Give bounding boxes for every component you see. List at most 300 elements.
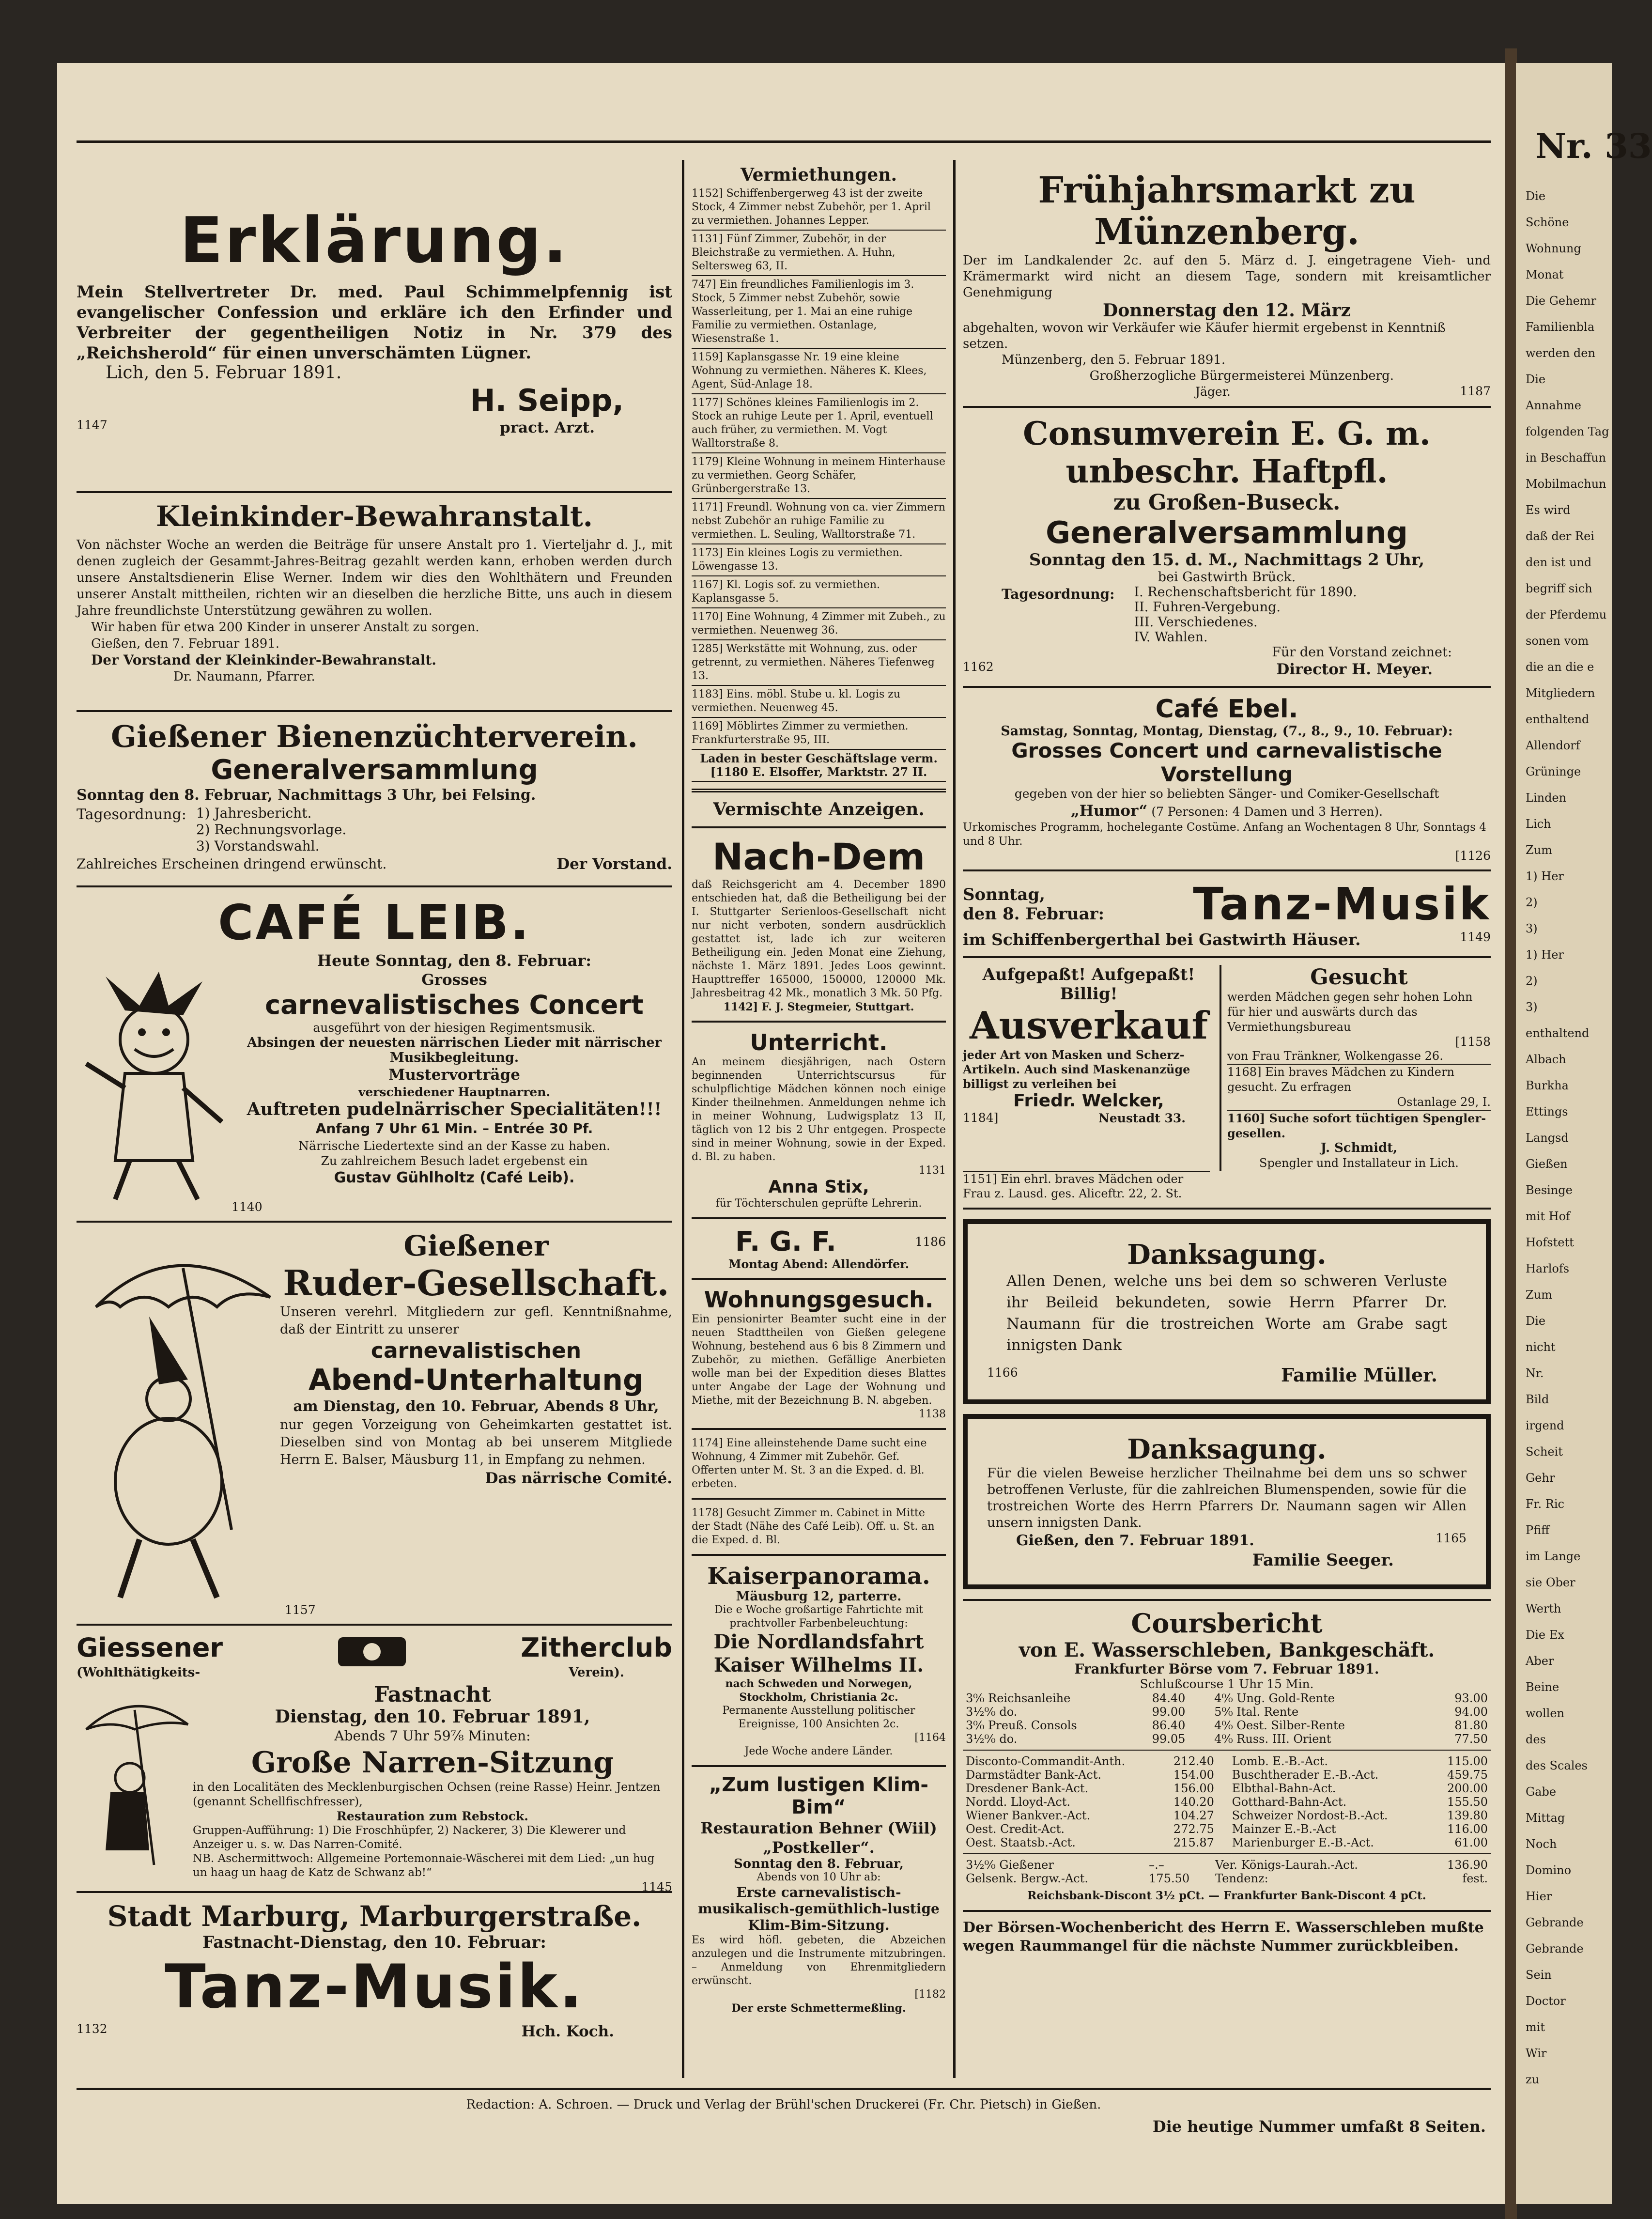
cours-title: Coursbericht [1131, 1608, 1323, 1639]
cell: 212.40 [1173, 1754, 1214, 1768]
aufg-addr: Neustadt 33. [1098, 1111, 1186, 1125]
list-item: 1285] Werkstätte mit Wohnung, zus. oder getrennt, zu vermiethen. Näheres Tiefenweg 13. [692, 640, 946, 686]
edge-text-line: Fr. Ric [1526, 1497, 1564, 1511]
edge-text-line: Sein [1526, 1968, 1552, 1982]
list-item: Laden in bester Geschäftslage verm. [1180 E. Elsoffer, Marktstr. 27 II. [692, 750, 946, 782]
ges-l3: 1168] Ein braves Mädchen zu Kindern gesucht. Zu erfragen [1227, 1064, 1491, 1095]
ebel-l4: Urkomisches Programm, hochelegante Costüme. Anfang an Wochentagen 8 Uhr, Sonntags 4 und 8 Uhr. [963, 821, 1486, 848]
ad-number: 1165 [1436, 1531, 1467, 1545]
ad-zitherclub [77, 1632, 672, 1894]
aufg-title: Aufgepaßt! Aufgepaßt! [982, 965, 1195, 984]
edge-text-line: Die [1526, 189, 1546, 203]
nachdem-body: daß Reichsgericht am 4. December 1890 entschieden hat, daß die Betheiligung bei der I. Stuttgarter Serienloos-Gesellschaft nicht nur nicht verboten, sondern ausdrücklich gestattet ist, lade ich zur weiteren Betheiligung ein. Jeden Monat eine Ziehung, nächste 1. März 1891. Jedes Loos gewinnt. Haupttreffer 165000, 150000, 120000 Mk. Jahresbeitrag 42 Mk., monatlich 3 Mk. 50 Pfg. [692, 879, 946, 999]
umbrella-gnome-illustration-icon [77, 1239, 280, 1607]
edge-text-line: Monat [1526, 268, 1564, 281]
dank1-body: Allen Denen, welche uns bei dem so schweren Verluste ihr Beileid bekundeten, sowie Herrn Pfarrer Dr. Naumann für die trostreichen Worte am Grabe sagt innigsten Dank [1006, 1272, 1447, 1354]
cell: 3⁰⁄₀ Preuß. Consols [966, 1719, 1077, 1732]
bienen-when: Sonntag den 8. Februar, Nachmittags 3 Uhr, bei Felsing. [77, 787, 536, 804]
verm-title: Vermiethungen. [740, 165, 897, 185]
edge-text-line: enthaltend [1526, 1026, 1590, 1040]
edge-text-line: Gebrande [1526, 1942, 1584, 1955]
edge-text-line: Bild [1526, 1393, 1549, 1406]
cours-discount: Reichsbank-Discont 3¹⁄₂ pCt. — Frankfurter Bank-Discont 4 pCt. [1027, 1889, 1426, 1902]
kaiser-title: Kaiserpanorama. [707, 1563, 930, 1590]
cell: Schweizer Nordost-B.-Act. [1232, 1809, 1388, 1822]
ebel-l1: gegeben von der hier so beliebten Sänger- und Comiker-Gesellschaft [1014, 787, 1439, 801]
zither-l5: in den Localitäten des Mecklenburgischen Ochsen (reine Rasse) Heinr. Jentzen (genannt Schellfischfresser), [193, 1780, 661, 1808]
kinder-sign: Der Vorstand der Kleinkinder-Bewahranstalt. [91, 652, 437, 668]
cell: 459.75 [1447, 1768, 1488, 1782]
edge-text-line: Mitgliedern [1526, 686, 1595, 700]
edge-text-line: Aber [1526, 1654, 1554, 1668]
table-row [963, 1795, 1491, 1809]
consum-sign: Director H. Meyer. [1276, 661, 1433, 678]
klim-l1: Restauration Behner (Wiil) [700, 1819, 937, 1837]
bottom-rule [77, 2088, 1491, 2090]
edge-text-line: Die [1526, 1314, 1546, 1328]
table-row [963, 1836, 1491, 1849]
consum-for: Für den Vorstand zeichnet: [1272, 645, 1452, 660]
edge-text-line: Es wird [1526, 503, 1571, 517]
edge-text-line: Ettings [1526, 1105, 1568, 1118]
cell: 86.40 [1152, 1719, 1186, 1732]
aufg-l1: jeder Art von Masken und Scherz-Artikeln. Auch sind Maskenanzüge billigst zu verleihen bei [963, 1048, 1190, 1091]
edge-text-line: Die Ex [1526, 1628, 1564, 1642]
bienen-sub: Generalversammlung [211, 754, 538, 786]
edge-text-line: Hofstett [1526, 1236, 1574, 1249]
edge-text-line: Gehr [1526, 1471, 1555, 1485]
edge-title: Nr. 33 [1535, 126, 1652, 166]
column-1 [77, 160, 672, 2064]
cell: –.– [1149, 1858, 1164, 1872]
edge-text-line: Hier [1526, 1890, 1552, 1903]
tanz-l2: den 8. Februar: [963, 904, 1105, 924]
cell: Lomb. E.-B.-Act. [1232, 1754, 1328, 1768]
jester-illustration-icon [77, 967, 236, 1209]
edge-text-line: wollen [1526, 1707, 1565, 1720]
zither-l6: Restauration zum Rebstock. [337, 1809, 528, 1823]
edge-text-line: Annahme [1526, 399, 1581, 412]
ges-l4: Ostanlage 29, I. [1397, 1095, 1491, 1109]
adjacent-page-edge [1516, 63, 1652, 2204]
ges-sign: J. Schmidt, [1320, 1141, 1398, 1155]
marburg-sub: Fastnacht-Dienstag, den 10. Februar: [202, 1933, 546, 1952]
edge-text-line: folgenden Tag [1526, 425, 1609, 438]
cell: Wiener Bankver.-Act. [966, 1809, 1091, 1822]
ruder-title1: Gießener [403, 1229, 549, 1262]
edge-text-line: Burkha [1526, 1079, 1569, 1092]
kinder-sign2: Dr. Naumann, Pfarrer. [173, 669, 315, 684]
erklaerung-place: Lich, den 5. Februar 1891. [106, 363, 342, 383]
ad-number: 1184] [963, 1111, 999, 1125]
table-row [963, 1719, 1491, 1732]
cell: Buschtherader E.-B.-Act. [1232, 1768, 1379, 1782]
dank2-place: Gießen, den 7. Februar 1891. [1016, 1532, 1254, 1549]
ad-number: 1166 [987, 1366, 1018, 1380]
erklaerung-signature: H. Seipp, [470, 383, 624, 418]
ad-number: 1140 [232, 1200, 262, 1214]
cell: 4⁰⁄₀ Russ. III. Orient [1214, 1732, 1331, 1746]
newspaper-page [57, 63, 1505, 2204]
cours-table-1 [963, 1691, 1491, 1746]
kinder-date: Gießen, den 7. Februar 1891. [91, 636, 280, 651]
table-row [963, 1782, 1491, 1795]
erklaerung-body: Mein Stellvertreter Dr. med. Paul Schimmelpfennig ist evangelischer Confession und erkläre ich den Erfinder und Verbreiter der gegentheiligen Notiz in Nr. 379 des „Reichsherold“ für einen unverschämten Lügner. [77, 282, 672, 363]
kinder-title: Kleinkinder-Bewahranstalt. [156, 500, 593, 533]
umbrella-jester-small-icon [77, 1691, 193, 1875]
cours-l2: Schlußcourse 1 Uhr 15 Min. [1140, 1677, 1314, 1691]
cell: 93.00 [1454, 1691, 1488, 1705]
cell: 84.40 [1152, 1691, 1186, 1705]
ruder-title2: Ruder-Gesellschaft. [283, 1262, 669, 1303]
aufg-billig: Billig! [1060, 984, 1118, 1004]
table-row [963, 1822, 1491, 1836]
ad-erklaerung [77, 203, 672, 484]
klim-sign: Der erste Schmettermeßling. [731, 2002, 906, 2015]
zither-right: Zitherclub [521, 1632, 672, 1663]
aufg-big: Ausverkauf [969, 1004, 1208, 1048]
unterricht-title: Unterricht. [750, 1029, 888, 1055]
nachdem-sign: 1142] F. J. Stegmeier, Stuttgart. [723, 1001, 914, 1013]
marburg-sign: Hch. Koch. [521, 2023, 614, 2040]
cell: fest. [1462, 1872, 1488, 1885]
ruder-l5: nur gegen Vorzeigung von Geheimkarten gestattet ist. Dieselben sind von Montag ab bei unserem Mitgliede Herrn E. Balser, Mäusburg 11, in Empfang zu nehmen. [280, 1417, 672, 1467]
cell: Tendenz: [1215, 1872, 1268, 1885]
cell: Dresdener Bank-Act. [966, 1782, 1089, 1795]
markt-body2: abgehalten, wovon wir Verkäufer wie Käufer hiermit ergebenst in Kenntniß setzen. [963, 321, 1446, 351]
list-item: 747] Ein freundliches Familienlogis im 3. Stock, 5 Zimmer nebst Zubehör, sowie Wasserleitung, per 1. Mai an eine ruhige Familie zu vermiethen. Ostanlage, Wiesenstraße 1. [692, 276, 946, 349]
cours-sub: von E. Wasserschleben, Bankgeschäft. [1019, 1639, 1435, 1661]
ad-number: [1182 [914, 1988, 946, 2001]
cell: Elbthal-Bahn-Act. [1232, 1782, 1336, 1795]
edge-text-line: Scheit [1526, 1445, 1563, 1459]
table-row [963, 1691, 1491, 1705]
list-item: 1152] Schiffenbergerweg 43 ist der zweite Stock, 4 Zimmer nebst Zubehör, per 1. April zu vermiethen. Johannes Lepper. [692, 185, 946, 231]
edge-text-line: Wir [1526, 2047, 1547, 2060]
edge-text-line: 1) Her [1526, 948, 1564, 962]
edge-text-line: begriff sich [1526, 582, 1592, 595]
edge-text-line: Besinge [1526, 1183, 1573, 1197]
wohn-item: 1178] Gesucht Zimmer m. Cabinet in Mitte der Stadt (Nähe des Café Leib). Off. u. St. an die Exped. d. Bl. [692, 1507, 935, 1546]
edge-text-line: Gebrande [1526, 1916, 1584, 1929]
edge-text-line: Mittag [1526, 1811, 1565, 1825]
list-item: 1159] Kaplansgasse Nr. 19 eine kleine Wohnung zu vermiethen. Näheres K. Klees, Agent, Süd-Anlage 18. [692, 349, 946, 394]
list-item: 1179] Kleine Wohnung in meinem Hinterhause zu vermiethen. Georg Schäfer, Grünbergerstraße 13. [692, 453, 946, 499]
unterricht-sign2: für Töchterschulen geprüfte Lehrerin. [715, 1197, 922, 1210]
column-rule [682, 160, 684, 2078]
edge-text-line: Albach [1526, 1053, 1566, 1066]
cell: 3¹⁄₂⁰⁄₀ do. [966, 1705, 1018, 1719]
ebel-days: Samstag, Sonntag, Montag, Dienstag, (7., 8., 9., 10. Februar): [1001, 724, 1453, 739]
cell: 155.50 [1447, 1795, 1488, 1809]
table-row [963, 1732, 1491, 1746]
bienen-agenda-item: 3) Vorstandswahl. [196, 838, 320, 854]
vermiethungen-list [692, 185, 946, 782]
ruder-l2: carnevalistischen [371, 1338, 582, 1363]
list-item: 1177] Schönes kleines Familienlogis im 2. Stock an ruhige Leute per 1. April, eventuell auch früher, zu vermiethen. M. Vogt Walltorstraße 8. [692, 394, 946, 453]
ruder-sign: Das närrische Comité. [485, 1470, 672, 1487]
footer-pages: Die heutige Nummer umfaßt 8 Seiten. [1152, 2117, 1486, 2136]
ad-number: [1126 [1455, 849, 1491, 863]
klim-l2: „Postkeller“. [763, 1838, 875, 1857]
cell: Disconto-Commandit-Anth. [966, 1754, 1126, 1768]
consum-agenda-item: I. Rechenschaftsbericht für 1890. [1134, 585, 1357, 600]
ad-number: 1147 [77, 418, 108, 432]
table-row [963, 1858, 1491, 1872]
list-item: 1131] Fünf Zimmer, Zubehör, in der Bleichstraße zu vermiethen. A. Huhn, Selterswеg 63, II. [692, 231, 946, 276]
ad-kleinkinder [77, 500, 672, 703]
list-item: 1183] Eins. möbl. Stube u. kl. Logis zu vermiethen. Neuenweg 45. [692, 686, 946, 718]
edge-text-line: 3) [1526, 1000, 1538, 1014]
footer-imprint: Redaction: A. Schroen. — Druck und Verlag der Brühl'schen Druckerei (Fr. Chr. Pietsch) in Gießen. [466, 2097, 1101, 2112]
marburg-title: Stadt Marburg, Marburgerstraße. [107, 1900, 642, 1933]
cell: 3⁰⁄₀ Reichsanleihe [966, 1691, 1071, 1705]
dank1-sign: Familie Müller. [1281, 1364, 1437, 1386]
edge-text-line: mit [1526, 2020, 1545, 2034]
zither-l1: Fastnacht [373, 1682, 492, 1707]
markt-sign: Großherzogliche Bürgermeisterei Münzenberg. [1089, 369, 1394, 383]
ruder-l3: Abend-Unterhaltung [309, 1363, 644, 1397]
zither-left2: (Wohlthätigkeits- [77, 1665, 201, 1680]
zither-l7: Gruppen-Aufführung: 1) Die Froschhüpfer, 2) Nackerer, 3) Die Klewerer und Anzeiger u. s. w. Das Narren-Comité. [193, 1824, 626, 1851]
ges-sign2: Spengler und Installateur in Lich. [1259, 1156, 1459, 1170]
list-item: 1173] Ein kleines Logis zu vermiethen. Löwengasse 13. [692, 544, 946, 576]
tanz-l1: Sonntag, [963, 884, 1046, 904]
cell: Oest. Credit-Act. [966, 1822, 1065, 1836]
cell: Mainzer E.-B.-Act [1232, 1822, 1336, 1836]
leib-l11: Zu zahlreichem Besuch ladet ergebenst ein [321, 1154, 588, 1168]
dank2-sign: Familie Seeger. [1252, 1551, 1394, 1570]
cell: 99.00 [1152, 1705, 1186, 1719]
table-row [963, 1705, 1491, 1719]
fgf-title: F. G. F. [735, 1226, 836, 1257]
edge-text-line: des Scales [1526, 1759, 1588, 1772]
edge-text-line: Noch [1526, 1837, 1557, 1851]
ruder-l4: am Dienstag, den 10. Februar, Abends 8 Uhr, [293, 1398, 659, 1415]
edge-text-line: Schöne [1526, 216, 1569, 229]
edge-text-line: werden den [1526, 346, 1595, 360]
dank1-title: Danksagung. [1127, 1239, 1327, 1271]
ad-cafe-leib [77, 894, 672, 1214]
edge-text-line: enthaltend [1526, 713, 1590, 726]
ad-number: 1186 [915, 1235, 946, 1249]
cours-table-3 [963, 1858, 1491, 1885]
klim-l3: Sonntag den 8. Februar, [734, 1857, 904, 1871]
edge-text-line: Domino [1526, 1863, 1572, 1877]
ebel-title: Café Ebel. [1155, 695, 1298, 724]
klim-title: „Zum lustigen Klim-Bim“ [709, 1774, 929, 1818]
edge-text-line: Zum [1526, 843, 1552, 857]
m1151: 1151] Ein ehrl. braves Mädchen oder Frau z. Lausd. ges. Aliceftr. 22, 2. St. [963, 1171, 1210, 1201]
ad-number: 1162 [963, 660, 994, 674]
edge-text-line: Familienbla [1526, 320, 1595, 334]
cell: 77.50 [1454, 1732, 1488, 1746]
consum-title: Consumverein E. G. m. unbeschr. Haftpfl. [1023, 415, 1431, 490]
markt-title: Frühjahrsmarkt zu Münzenberg. [1038, 170, 1416, 253]
leib-l6: Mustervorträge [388, 1066, 520, 1084]
edge-text-line: Allendorf [1526, 739, 1580, 752]
consum-agenda-item: II. Fuhren-Vergebung. [1134, 600, 1281, 615]
edge-text-line: Zum [1526, 1288, 1552, 1302]
klim-l4: Abends von 10 Uhr ab: [757, 1871, 881, 1883]
markt-sign2: Jäger. [1195, 385, 1231, 399]
erklaerung-title: Erklärung. [180, 203, 569, 277]
cell: 3¹⁄₂⁰⁄₀ do. [966, 1732, 1018, 1746]
edge-text-line: Mobilmachun [1526, 477, 1606, 491]
edge-text-line: irgend [1526, 1419, 1564, 1432]
wohn-body: Ein pensionirter Beamter sucht eine in der neuen Stadttheilen von Gießen gelegene Wohnung, bestehend aus 6 bis 8 Zimmern und Zubehör, zu miethen. Gefällige Anerbieten wolle man bei der Expedition dieses Blattes unter Angabe der Lage der Wohnung und Miethe, mit der Bezeichnung B. N. abgeben. [692, 1313, 946, 1407]
column-rule [953, 160, 956, 2078]
kinder-body: Von nächster Woche an werden die Beiträge für unsere Anstalt pro 1. Vierteljahr d. J., mit denen zugleich der Gesammt-Jahres-Beitrag gezahlt werden kann, erhoben werden durch unsere Anstaltsdienerin Elise Werner. Indem wir dies den Wohlthätern und Freunden unserer Anstalt mittheilen, richten wir an dieselben die herzliche Bitte, uns auch in diesem Jahre freundlichste Unterstützung gewähren zu wollen. [77, 538, 672, 618]
cell: 4⁰⁄₀ Ung. Gold-Rente [1214, 1691, 1335, 1705]
edge-text-line: 2) [1526, 974, 1538, 988]
bienen-sign: Der Vorstand. [556, 855, 672, 873]
cell: 104.27 [1173, 1809, 1214, 1822]
leib-l12: Gustav Gühlholtz (Café Leib). [334, 1169, 575, 1186]
cell: 175.50 [1149, 1872, 1190, 1885]
ad-number: 1187 [1460, 384, 1491, 398]
cell: 154.00 [1173, 1768, 1214, 1782]
cours-l1: Frankfurter Börse vom 7. Februar 1891. [1074, 1661, 1379, 1677]
bienen-title: Gießener Bienenzüchterverein. [111, 719, 638, 754]
markt-date: Donnerstag den 12. März [1103, 300, 1351, 321]
unterricht-body: An meinem diesjährigen, nach Ostern beginnenden Unterrichtscursus für schulpflichtige Mädchen können noch einige Kinder theilnehmen. Anmeldungen nehme ich in meiner Wohnung, Ludwigsplatz 13 II, täglich von 12 bis 2 Uhr entgegen. Prospecte sind in meiner Wohnung, sowie in der Exped. d. Bl. zu haben. [692, 1056, 946, 1163]
edge-text-line: Die Gehemr [1526, 294, 1597, 308]
ebel-l3: (7 Personen: 4 Damen und 3 Herren). [1151, 805, 1383, 819]
ad-ruder [77, 1229, 672, 1617]
zither-icon [336, 1632, 408, 1671]
edge-text-line: in Beschaffun [1526, 451, 1606, 465]
list-item: 1171] Freundl. Wohnung von ca. vier Zimmern nebst Zubehör an ruhige Familie zu vermiethen. L. Seuling, Walltorstraße 71. [692, 499, 946, 544]
ad-bienen [77, 719, 672, 879]
cell: 140.20 [1173, 1795, 1214, 1809]
ges-l2: von Frau Tränkner, Wolkengasse 26. [1227, 1049, 1443, 1063]
column-2 [692, 160, 946, 2015]
ges-l5: 1160] Suche sofort tüchtigen Spengler-gesellen. [1227, 1110, 1491, 1141]
list-item: 1170] Eine Wohnung, 4 Zimmer mit Zubeh., zu vermiethen. Neuenweg 36. [692, 608, 946, 640]
edge-text-line: der Pferdemu [1526, 608, 1607, 621]
table-row [963, 1809, 1491, 1822]
wohn-title: Wohnungsgesuch. [704, 1287, 934, 1313]
kaiser-l4: Permanente Ausstellung politischer Ereignisse, 100 Ansichten 2c. [722, 1705, 915, 1730]
cell: Ver. Königs-Laurah.-Act. [1215, 1858, 1358, 1872]
edge-text-line: daß der Rei [1526, 529, 1594, 543]
cours-note: Der Börsen-Wochenbericht des Herrn E. Wasserschleben mußte wegen Raummangel für die nächste Nummer zurückbleiben. [963, 1919, 1484, 1955]
dank2-body: Für die vielen Beweise herzlicher Theilnahme bei dem uns so schwer betroffenen Verluste, für die zahlreichen Blumenspenden, sowie für die trostreichen Worte des Herrn Pfarrers Dr. Naumann sagen wir Allen unsern innigsten Dank. [987, 1466, 1467, 1530]
top-rule [77, 140, 1491, 143]
leib-l2: Grosses [421, 971, 487, 989]
leib-title: CAFÉ LEIB. [218, 894, 531, 951]
ad-number: 1132 [77, 2022, 108, 2036]
ruder-l1: Unseren verehrl. Mitgliedern zur gefl. Kenntnißnahme, daß der Eintritt zu unserer [280, 1304, 672, 1337]
kaiser-addr: Mäusburg 12, parterre. [736, 1589, 902, 1604]
cell: Nordd. Lloyd-Act. [966, 1795, 1071, 1809]
consum-where: bei Gastwirth Brück. [1158, 570, 1296, 585]
cell: 116.00 [1447, 1822, 1488, 1836]
bienen-foot: Zahlreiches Erscheinen dringend erwünscht. [77, 856, 387, 872]
unterricht-sign: Anna Stix, [768, 1177, 869, 1197]
edge-text-line: Doctor [1526, 1994, 1566, 2008]
leib-l1: Heute Sonntag, den 8. Februar: [317, 951, 592, 970]
edge-text-line: Wohnung [1526, 242, 1581, 255]
markt-place: Münzenberg, den 5. Februar 1891. [1002, 353, 1226, 367]
tanz-where: im Schiffenbergerthal bei Gastwirth Häuser. [963, 930, 1361, 949]
edge-text-line: des [1526, 1733, 1546, 1746]
edge-text-line: Grüninge [1526, 765, 1581, 778]
kaiser-l1: Die e Woche großartige Fahrtichte mit prachtvoller Farbenbeleuchtung: [714, 1604, 924, 1629]
edge-text-line: Pfiff [1526, 1523, 1550, 1537]
edge-text-line: nicht [1526, 1340, 1556, 1354]
marburg-big: Tanz-Musik. [165, 1952, 584, 2022]
kaiser-l2: Die Nordlandsfahrt Kaiser Wilhelms II. [713, 1630, 924, 1676]
cell: 61.00 [1454, 1836, 1488, 1849]
consum-when: Sonntag den 15. d. M., Nachmittags 2 Uhr, [1029, 550, 1425, 570]
aufg-sign: Friedr. Welcker, [1013, 1091, 1164, 1111]
edge-text-line: den ist und [1526, 556, 1592, 569]
zither-l8: NB. Aschermittwoch: Allgemeine Portemonnaie-Wäscherei mit dem Lied: „un hug un haag un haag de Katz de Schwanz ab!“ [193, 1852, 655, 1879]
edge-text-line: Nr. [1526, 1366, 1544, 1380]
table-row [963, 1754, 1491, 1768]
column-3 [963, 160, 1491, 1955]
kinder-line2: Wir haben für etwa 200 Kinder in unserer Anstalt zu sorgen. [91, 620, 479, 635]
ad-number: 1138 [919, 1408, 946, 1420]
zither-left: Giessener [77, 1632, 223, 1663]
edge-text-line: sie Ober [1526, 1576, 1575, 1589]
consum-agenda-label: Tagesordnung: [1002, 586, 1115, 602]
edge-text-line: 3) [1526, 922, 1538, 935]
cell: Gotthard-Bahn-Act. [1232, 1795, 1347, 1809]
list-item: 1169] Möblirtes Zimmer zu vermiethen. Frankfurterstraße 95, III. [692, 718, 946, 750]
cell: Oest. Staatsb.-Act. [966, 1836, 1076, 1849]
zither-l2: Dienstag, den 10. Februar 1891, [275, 1707, 590, 1727]
nachdem-title: Nach-Dem [712, 835, 926, 878]
edge-text-line: Werth [1526, 1602, 1561, 1615]
edge-text-line: zu [1526, 2073, 1540, 2086]
bienen-agenda-label: Tagesordnung: [77, 806, 186, 823]
cell: Gelsenk. Bergw.-Act. [966, 1872, 1088, 1885]
cell: Marienburger E.-B.-Act. [1232, 1836, 1374, 1849]
zither-right2: Verein). [569, 1665, 624, 1680]
page-binding [1505, 48, 1517, 2219]
ad-number: 1157 [285, 1603, 316, 1617]
cell: 156.00 [1173, 1782, 1214, 1795]
cell: 215.87 [1173, 1836, 1214, 1849]
cell: 272.75 [1173, 1822, 1214, 1836]
edge-text-line: Langsd [1526, 1131, 1569, 1145]
cell: 3¹⁄₂⁰⁄₀ Gießener [966, 1858, 1054, 1872]
edge-text-line: im Lange [1526, 1550, 1581, 1563]
cell: Darmstädter Bank-Act. [966, 1768, 1102, 1782]
cell: 4⁰⁄₀ Oest. Silber-Rente [1214, 1719, 1345, 1732]
zither-l3: Abends 7 Uhr 59⁷⁄₈ Minuten: [334, 1728, 531, 1744]
ad-stadt-marburg [77, 1900, 672, 2064]
bienen-agenda-item: 1) Jahresbericht. [196, 805, 312, 821]
dank1-box [963, 1219, 1491, 1404]
wohn-item: 1174] Eine alleinstehende Dame sucht eine Wohnung, 4 Zimmer mit Zubehör. Gef. Offerten unter M. St. 3 an die Exped. d. Bl. erbeten. [692, 1437, 927, 1490]
ges-l1: werden Mädchen gegen sehr hohen Lohn für hier und auswärts durch das Vermiethungsbureau [1227, 990, 1473, 1034]
ad-number: 1131 [919, 1164, 946, 1177]
cell: 115.00 [1447, 1754, 1488, 1768]
edge-text-line: Gabe [1526, 1785, 1557, 1799]
vermischt-title: Vermischte Anzeigen. [713, 799, 925, 820]
ad-number: [1164 [914, 1732, 946, 1744]
zither-l4: Große Narren-Sitzung [251, 1746, 614, 1780]
consum-agenda-item: IV. Wahlen. [1134, 630, 1208, 645]
ges-title: Gesucht [1310, 965, 1408, 990]
cell: 200.00 [1447, 1782, 1488, 1795]
kaiser-l3: nach Schweden und Norwegen, Stockholm, Christiania 2c. [725, 1677, 912, 1704]
bienen-agenda-item: 2) Rechnungsvorlage. [196, 822, 347, 838]
